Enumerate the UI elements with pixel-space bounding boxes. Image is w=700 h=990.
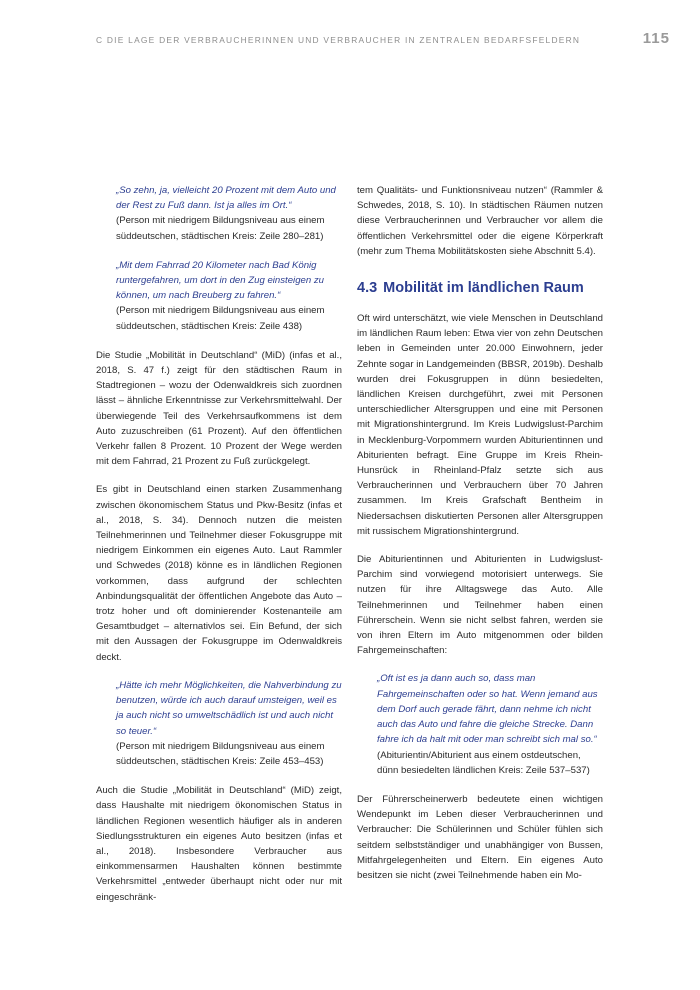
running-head: C DIE LAGE DER VERBRAUCHERINNEN UND VERBRAUCHER IN ZENTRALEN BEDARFSFELDERN xyxy=(96,35,581,45)
page-number: 115 xyxy=(642,30,670,47)
body-paragraph: tem Qualitäts- und Funktionsniveau nutzen“ (Rammler & Schwedes, 2018, S. 10). In städtischen Räumen nutzen diese Verbraucherinnen und Verbraucher vor allem die öffentlichen Verkehrsmittel oder die eigene Körperkraft (mehr zum Thema Mobilitätskosten siehe Abschnitt 5.4). xyxy=(357,185,603,257)
interview-quote xyxy=(377,671,603,777)
body-paragraph: Der Führerscheinerwerb bedeutete einen wichtigen Wendepunkt im Leben dieser Verbraucherinnen und Verbraucher: Die Schülerinnen und Schüler fühlen sich seitdem selbstständiger und unabhängiger von Bussen, Mitfahrgelegenheiten und Eltern. Ein eigenes Auto besitzen sie nicht (zwei Teilnehmende haben ein Mo- xyxy=(357,793,603,881)
quote-text: „Oft ist es ja dann auch so, dass man Fahrgemeinschaften oder so hat. Wenn jemand aus dem Dorf auch gerade fährt, dann nehme ich nicht auch das Auto und fahre die gleiche Strecke. Dann fahre ich da halt mit oder man schreibt sich mal so.“ xyxy=(377,673,598,746)
interview-quote xyxy=(116,258,342,334)
section-number: 4.3 xyxy=(357,280,378,297)
body-paragraph: Die Studie „Mobilität in Deutschland“ (MiD) (infas et al., 2018, S. 47 f.) zeigt für den städtischen Raum in Stadtregionen – wozu der Odenwaldkreis sich zuordnen lässt – ähnliche Erkenntnisse zur Verkehrsmittelwahl. Der überwiegende Teil des Verkehrsaufkommens ist dem Auto zuzuschreiben (61 Prozent). Auf den öffentlichen Verkehr fallen 8 Prozent. 10 Prozent der Wege werden mit dem Fahrrad, 21 Prozent zu Fuß zurückgelegt. xyxy=(96,349,342,468)
interview-quote xyxy=(116,183,342,244)
body-paragraph: Auch die Studie „Mobilität in Deutschland“ (MiD) zeigt, dass Haushalte mit niedrigem ökonomischen Status in ländlichen Regionen wesentlich häufiger als in anderen Siedlungsstrukturen ein eigenes Auto besitzen (infas et al., 2018). Insbesondere Verbraucher aus einkommensarmen Haushalten können bestimmte Verkehrsmittel „entweder überhaupt nicht oder nur mit eingeschränk- xyxy=(96,785,342,903)
quote-source: (Person mit niedrigem Bildungsniveau aus einem süddeutschen, städtischen Kreis: Zeile 280–281) xyxy=(116,215,325,242)
quote-text: „Hätte ich mehr Möglichkeiten, die Nahverbindung zu benutzen, würde ich auch darauf umsteigen, weil es ja auch nicht so umweltschädlich ist und auch nicht so teuer.“ xyxy=(116,679,342,737)
quote-source: (Person mit niedrigem Bildungsniveau aus einem süddeutschen, städtischen Kreis: Zeile 453–453) xyxy=(116,740,325,767)
body-paragraph: Die Abiturientinnen und Abiturienten in Ludwigslust-Parchim sind vorwiegend motorisiert unterwegs. Sie nutzen für ihre Alltagswege das Auto. Alle Teilnehmerinnen und Teilnehmer haben einen Führerschein. Wenn sie nicht selbst fahren, werden sie von ihren Eltern im Auto mitgenommen oder bilden Fahrgemeinschaften: xyxy=(357,554,603,657)
quote-text: „Mit dem Fahrrad 20 Kilometer nach Bad König runtergefahren, um dort in den Zug einsteigen zu können, um nach Breuberg zu fahren.“ xyxy=(116,259,324,302)
section-title: Mobilität im ländlichen Raum xyxy=(383,280,584,297)
right-column xyxy=(357,183,603,896)
body-paragraph: Es gibt in Deutschland einen starken Zusammenhang zwischen ökonomischem Status und Pkw-Besitz (infas et al., 2018, S. 34). Dennoch nutzen die meisten Teilnehmerinnen und Teilnehmer dieser Fokusgruppe mit niedrigem Einkommen ein eigenes Auto. Laut Rammler und Schwedes (2018) könne es in ländlichen Regionen vorkommen, dass aufgrund der schlechten Anbindungsqualität der öffentlichen Angebote das Auto – trotz hoher und oft dominierender Kostenanteile am Gesamtbudget – alternativlos sei. Ein Befund, der sich mit den Aussagen der Fokusgruppe im Odenwaldkreis deckt. xyxy=(96,484,342,663)
interview-quote xyxy=(116,678,342,769)
section-heading xyxy=(357,279,603,297)
quote-source: (Person mit niedrigem Bildungsniveau aus einem süddeutschen, städtischen Kreis: Zeile 438) xyxy=(116,305,325,332)
quote-source: (Abiturientin/Abiturient aus einem ostdeutschen, dünn besiedelten ländlichen Kreis: Zeile 537–537) xyxy=(377,749,590,776)
left-column xyxy=(96,183,342,918)
body-paragraph: Oft wird unterschätzt, wie viele Menschen in Deutschland im ländlichen Raum leben: Etwa vier von zehn Deutschen leben in Gemeinden unter 20.000 Einwohnern, jeder Zehnte sogar in Landgemeinden (BBSR, 2019b). Deshalb wurden drei Fokusgruppen in dünn besiedelten, ländlichen Kreisen durchgeführt, zwei mit Personen unterschiedlicher Altersgruppen und eine mit Personen mit Migrationshintergrund. Im Kreis Ludwigslust-Parchim in Mecklenburg-Vorpommern wurden Abiturientinnen und Abiturienten befragt. Eine Gruppe im Kreis Rhein-Hunsrück in Rheinland-Pfalz setzte sich aus Verbraucherinnen und Verbrauchern über 70 Jahren zusammen. Im Kreis Grafschaft Bentheim in Niedersachsen diskutierten Personen aller Altersgruppen mit russischem Migrationshintergrund. xyxy=(357,313,603,537)
quote-text: „So zehn, ja, vielleicht 20 Prozent mit dem Auto und der Rest zu Fuß dann. Ist ja alles im Ort.“ xyxy=(116,185,336,212)
